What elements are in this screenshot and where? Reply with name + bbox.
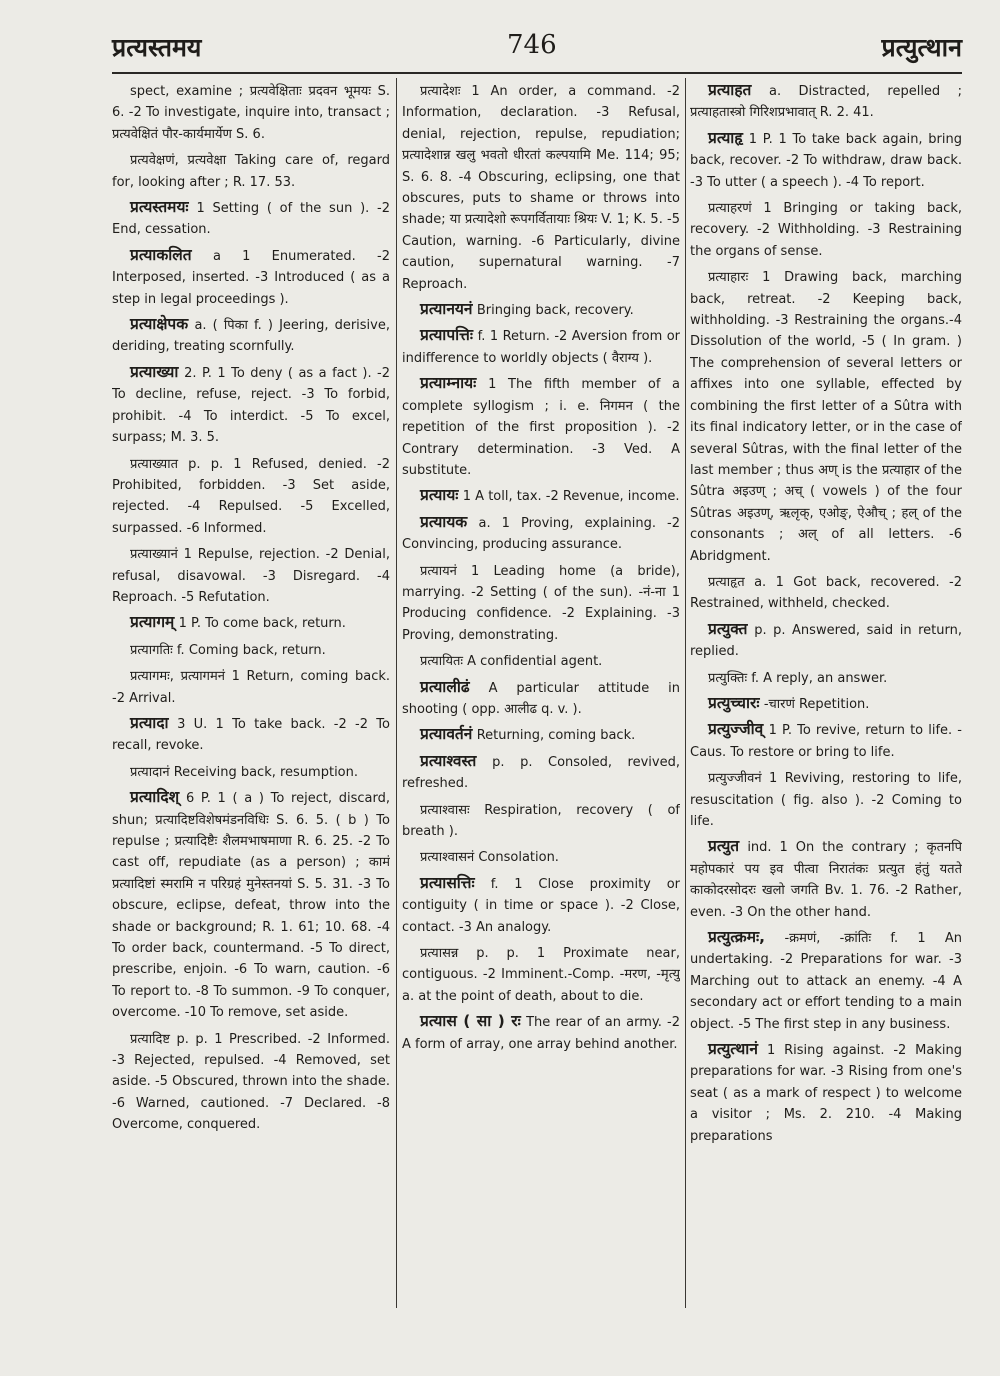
entry-definition: प्रत्याश्वासनं Consolation. (420, 850, 559, 866)
entry-headword: प्रत्यायक (420, 512, 468, 531)
entry-definition: spect, examine ; प्रत्यवेक्षिताः प्रदवन भूमयः S. 6. -2 To investigate, inquire into, transact ; प्रत्यवेक्षितं पौर-कार्यमार्येण S. 6. (112, 84, 390, 142)
entry-headword: प्रत्यानयनं (420, 300, 473, 319)
entry-headword: प्रत्याश्वस्त (420, 751, 477, 770)
entry-headword: प्रत्याहत (708, 81, 752, 99)
entry-definition: प्रत्यादानं Receiving back, resumption. (130, 764, 359, 780)
entry-headword: प्रत्यापत्तिः (420, 326, 473, 345)
entry-definition: प्रत्यायनं 1 Leading home (a bride), marrying. -2 Setting ( of the sun). -नं-ना 1 Producing confidence. -2 Explaining. -3 Proving, demonstrating. (402, 563, 680, 643)
dictionary-entry (690, 128, 962, 193)
header-rule (112, 72, 962, 74)
entry-headword: प्रत्युच्चारः (708, 693, 760, 712)
dictionary-entry (112, 787, 390, 1023)
entry-definition: 6 P. 1 ( a ) To reject, discard, shun; प्रत्यादिष्टविशेषमंडनविधिः S. 6. 5. ( b ) To repulse ; प्रत्यादिष्टैः शैलमभाषमाणा R. 6. 25. -2 To cast off, repudiate (as a person) ; कामं प्रत्यादिष्टां स्मरामि न परिग्रहं मुनेस्तनयां S. 5. 31. -3 To obscure, eclipse, defeat, throw into the shade or background; R. 1. 61; 10. 68. -4 To order back, countermand. -5 To direct, prescribe, enjoin. -6 To warn, caution. -6 To report to. -8 To summon. -9 To conquer, overcome. -10 To remove, set aside. (112, 791, 390, 1021)
entry-definition: प्रत्याश्वासः Respiration, recovery ( of breath ). (402, 802, 680, 839)
dictionary-entry (402, 846, 680, 868)
dictionary-entry (112, 362, 390, 449)
column-divider-left (396, 78, 397, 1308)
entry-headword: प्रत्यावर्तनं (420, 725, 473, 744)
dictionary-entry (112, 1028, 390, 1136)
entry-definition: f. 1 Return. -2 Aversion from or indifference to worldly objects ( वैराग्य ). (402, 329, 680, 366)
entry-definition: A particular attitude in shooting ( opp. आलीढ q. v. ). (402, 680, 680, 717)
entry-headword: प्रत्युत्क्रमः, (708, 928, 765, 947)
entry-definition: a 1 Enumerated. -2 Interposed, inserted. -3 Introduced ( as a step in legal proceedings ). (112, 248, 390, 307)
entry-headword: प्रत्याम्नायः (420, 374, 477, 393)
right-guide-word: प्रत्युत्थान (881, 33, 962, 62)
dictionary-entry (690, 197, 962, 262)
dictionary-entry (402, 942, 680, 1007)
entry-definition: प्रत्यादेशः 1 An order, a command. -2 Information, declaration. -3 Refusal, denial, rejection, repulse, repudiation; प्रत्यादेशान्न खलु भवतो धीरतां कल्पयामि Me. 114; 95; S. 6. 8. -4 Obscuring, eclipsing, one that obscures, puts to shame or throws into shade; या प्रत्यादेशो रूपगर्वितायाः श्रियः V. 1; K. 5. -5 Caution, warning. -6 Particularly, divine caution, supernatural warning. -7 Reproach. (402, 84, 680, 292)
dictionary-entry (112, 665, 390, 709)
entry-headword: प्रत्यासत्तिः (420, 873, 475, 892)
entry-definition: 1 P. To come back, return. (178, 616, 346, 632)
entry-headword: प्रत्यालीढं (420, 677, 470, 696)
entry-definition: 1 P. 1 To take back again, bring back, recover. -2 To withdraw, draw back. -3 To utter ( a speech ). -4 To report. (690, 131, 962, 190)
column-right (690, 80, 962, 1315)
entry-headword: प्रत्यादा (130, 713, 169, 732)
entry-headword: प्रत्याक्षेपक (130, 315, 189, 334)
column-left (112, 80, 390, 1315)
entry-definition: p. p. Consoled, revived, refreshed. (402, 754, 680, 792)
dictionary-entry (402, 373, 680, 481)
dictionary-entry (112, 761, 390, 783)
entry-definition: ind. 1 On the contrary ; कृतनपि महोपकारं पय इव पीत्वा निरातंकः प्रत्युत हंतुं यतते काकोदरसोदरः खलो जगति Bv. 1. 76. -2 Rather, even. -3 On the other hand. (690, 840, 962, 920)
entry-definition: प्रत्याख्यानं 1 Repulse, rejection. -2 Denial, refusal, disavowal. -3 Disregard. -4 Reproach. -5 Refutation. (112, 547, 390, 605)
dictionary-entry (112, 80, 390, 145)
entry-definition: प्रत्युक्तिः f. A reply, an answer. (708, 670, 888, 686)
entry-definition: 1 P. To revive, return to life. -Caus. To restore or bring to life. (690, 723, 962, 760)
entry-headword: प्रत्यस्तमयः (130, 198, 189, 217)
column-divider-right (685, 78, 686, 1308)
entry-headword: प्रत्युज्जीव् (708, 720, 764, 739)
entry-definition: -क्रमणं, -क्रांतिः f. 1 An undertaking. -2 Preparations for war. -3 Marching out to attack an enemy. -4 A secondary act or effort tending to a main object. -5 The first step in any business. (690, 931, 962, 1032)
entry-definition: 1 Setting ( of the sun ). -2 End, cessation. (112, 201, 390, 238)
entry-definition: प्रत्यासन्न p. p. 1 Proximate near, contiguous. -2 Imminent.-Comp. -मरण, -मृत्यु a. at the point of death, about to die. (402, 946, 680, 1004)
dictionary-entry (112, 314, 390, 358)
dictionary-entry (402, 485, 680, 507)
entry-definition: प्रत्याहरणं 1 Bringing or taking back, recovery. -2 Withholding. -3 Restraining the organs of sense. (690, 201, 962, 259)
dictionary-entry (690, 80, 962, 124)
page-number: 746 (507, 30, 557, 60)
entry-definition: प्रत्यादिष्ट p. p. 1 Prescribed. -2 Informed. -3 Rejected, repulsed. -4 Removed, set aside. -5 Obscured, thrown into the shade. -6 Warned, cautioned. -7 Declared. -8 Overcome, conquered. (112, 1031, 390, 1133)
entry-headword: प्रत्यादिश् (130, 788, 180, 807)
dictionary-entry (112, 197, 390, 241)
dictionary-entry (690, 619, 962, 663)
entry-definition: प्रत्याख्यात p. p. 1 Refused, denied. -2 Prohibited, forbidden. -3 Set aside, rejected. -4 Repulsed. -5 Excelled, surpassed. -6 Informed. (112, 456, 390, 536)
entry-headword: प्रत्याकलित (130, 245, 192, 264)
dictionary-entry (402, 799, 680, 843)
dictionary-entry (402, 724, 680, 746)
dictionary-entry (690, 927, 962, 1035)
dictionary-entry (112, 639, 390, 661)
entry-definition: प्रत्युज्जीवनं 1 Reviving, restoring to life, resuscitation ( fig. also ). -2 Coming to life. (690, 771, 962, 829)
dictionary-entry (690, 719, 962, 763)
dictionary-entry (690, 836, 962, 923)
dictionary-entry (112, 612, 390, 634)
dictionary-entry (402, 751, 680, 795)
entry-headword: प्रत्यास ( सा ) रः (420, 1012, 521, 1031)
entry-definition: a. Distracted, repelled ; प्रत्याहतास्त्रो गिरिशप्रभावात् R. 2. 41. (690, 84, 962, 121)
entry-definition: p. p. Answered, said in return, replied. (690, 622, 962, 660)
entry-definition: a. ( पिका f. ) Jeering, derisive, deriding, treating scornfully. (112, 318, 390, 355)
entry-definition: Returning, coming back. (476, 728, 636, 744)
dictionary-entry (690, 767, 962, 832)
entry-definition: प्रत्याहृत a. 1 Got back, recovered. -2 Restrained, withheld, checked. (690, 574, 962, 612)
entry-definition: Bringing back, recovery. (476, 303, 634, 319)
entry-headword: प्रत्युत (708, 837, 740, 856)
entry-definition: प्रत्यवेक्षणं, प्रत्यवेक्षा Taking care of, regard for, looking after ; R. 17. 53. (112, 153, 390, 190)
page-header (112, 30, 962, 70)
entry-headword: प्रत्यायः (420, 486, 459, 505)
dictionary-entry (112, 713, 390, 757)
dictionary-entry (690, 693, 962, 715)
dictionary-entry (402, 873, 680, 938)
dictionary-entry (112, 149, 390, 193)
entry-headword: प्रत्याहृ (708, 128, 743, 147)
dictionary-entry (402, 512, 680, 556)
dictionary-entry (402, 1011, 680, 1055)
entry-headword: प्रत्याख्या (130, 362, 179, 381)
entry-headword: प्रत्यागम् (130, 613, 175, 632)
dictionary-entry (112, 245, 390, 310)
entry-definition: प्रत्यागमः, प्रत्यागमनं 1 Return, coming back. -2 Arrival. (112, 669, 390, 706)
dictionary-entry (402, 560, 680, 647)
entry-definition: f. 1 Close proximity or contiguity ( in time or space ). -2 Close, contact. -3 An analogy. (402, 876, 680, 935)
dictionary-entry (690, 1039, 962, 1147)
entry-definition: प्रत्याहारः 1 Drawing back, marching back, retreat. -2 Keeping back, withholding. -3 Restraining the organs.-4 Dissolution of the world, -5 ( In gram. ) The comprehension of several letters or affixes into one syllable, effected by combining the first letter of a Sûtra with its final indicatory letter, or in the case of several Sûtras, with the final letter of the last member ; thus अण् is the प्रत्याहार of the Sûtra अइउण् ; अच् ( vowels ) of the four Sûtras अइउण्, ऋलृक्, एओङ्, ऐऔच् ; हल् of the consonants ; अल् of all letters. -6 Abridgment. (690, 270, 962, 564)
entry-definition: a. 1 Proving, explaining. -2 Convincing, producing assurance. (402, 515, 680, 553)
entry-definition: 1 Rising against. -2 Making preparations for war. -3 Rising from one's seat ( as a mark of respect ) to welcome a visitor ; Ms. 2. 210. -4 Making preparations (690, 1043, 962, 1144)
dictionary-entry (402, 299, 680, 321)
entry-headword: प्रत्युत्थानं (708, 1040, 758, 1059)
entry-definition: प्रत्यागतिः f. Coming back, return. (130, 642, 326, 658)
entry-definition: 3 U. 1 To take back. -2 -2 To recall, revoke. (112, 716, 390, 754)
entry-definition: प्रत्यायितः A confidential agent. (420, 654, 603, 670)
column-middle (402, 80, 680, 1315)
dictionary-entry (402, 650, 680, 672)
dictionary-entry (402, 677, 680, 721)
dictionary-entry (112, 453, 390, 540)
dictionary-entry (690, 667, 962, 689)
dictionary-entry (112, 543, 390, 608)
entry-definition: -चारणं Repetition. (763, 696, 870, 712)
entry-definition: 1 The fifth member of a complete syllogism ; i. e. निगमन ( the repetition of the first proposition ). -2 Contrary determination. -3 Ved. A substitute. (402, 377, 680, 478)
entry-definition: 2. P. 1 To deny ( as a fact ). -2 To decline, refuse, reject. -3 To forbid, prohibit. -4 To interdict. -5 To excel, surpass; M. 3. 5. (112, 365, 390, 446)
dictionary-entry (402, 325, 680, 369)
dictionary-entry (690, 571, 962, 615)
dictionary-entry (402, 80, 680, 295)
left-guide-word: प्रत्यस्तमय (112, 33, 202, 62)
entry-headword: प्रत्युक्त (708, 619, 748, 638)
entry-definition: The rear of an army. -2 A form of array, one array behind another. (402, 1015, 680, 1052)
dictionary-entry (690, 266, 962, 567)
entry-definition: 1 A toll, tax. -2 Revenue, income. (462, 489, 680, 505)
